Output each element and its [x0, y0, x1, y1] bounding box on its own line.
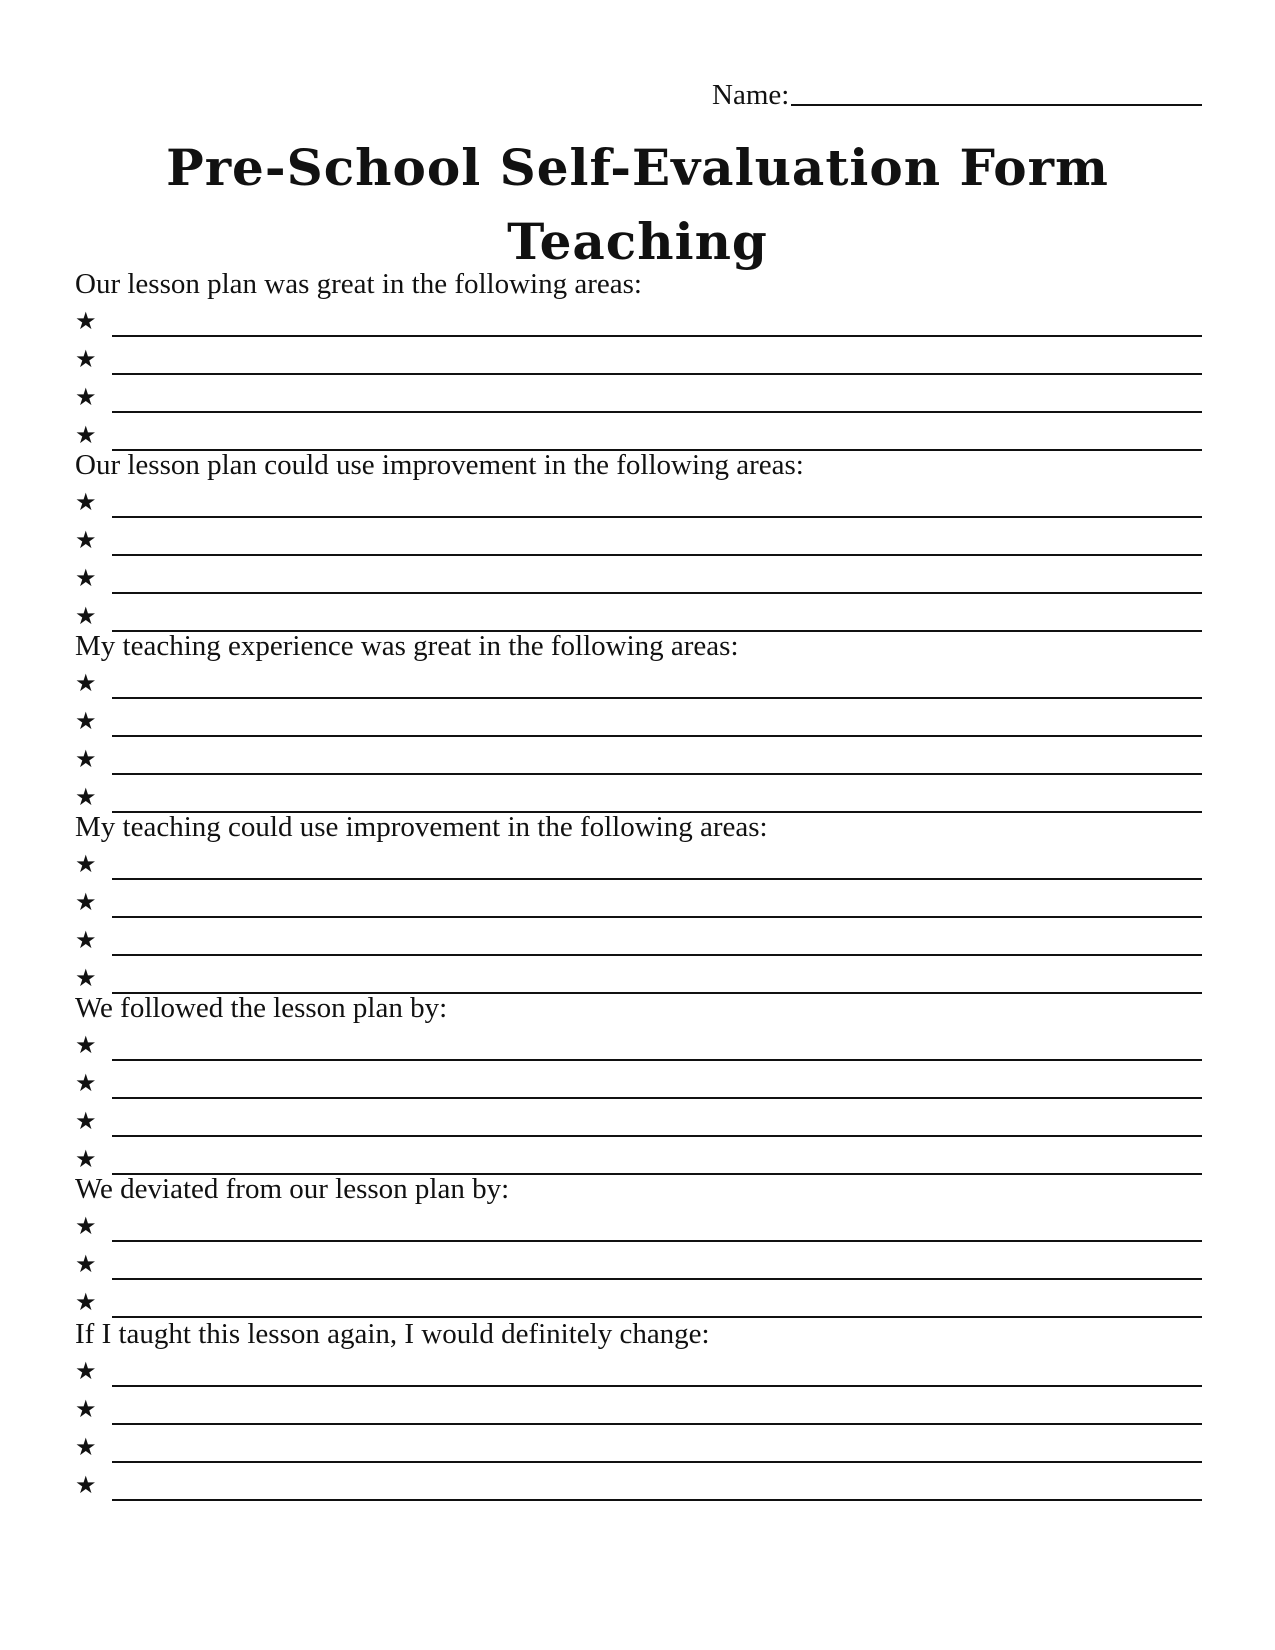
answer-line-row — [75, 1102, 1202, 1140]
answer-line-row — [75, 1026, 1202, 1064]
star-icon: ★ — [75, 1069, 97, 1097]
answer-line-row — [75, 521, 1202, 559]
answer-entry-line[interactable] — [112, 773, 1202, 775]
form-section — [75, 447, 1202, 635]
answer-entry-line[interactable] — [112, 1059, 1202, 1061]
answer-entry-line[interactable] — [112, 592, 1202, 594]
answer-entry-line[interactable] — [112, 1278, 1202, 1280]
answer-entry-line[interactable] — [112, 1135, 1202, 1137]
answer-line-row — [75, 664, 1202, 702]
answer-line-row — [75, 1207, 1202, 1245]
star-icon: ★ — [75, 1031, 97, 1059]
star-icon: ★ — [75, 850, 97, 878]
form-section — [75, 809, 1202, 997]
answer-line-row — [75, 378, 1202, 416]
section-heading: If I taught this lesson again, I would definitely change: — [75, 1318, 710, 1350]
name-label: Name: — [712, 79, 790, 111]
answer-entry-line[interactable] — [112, 554, 1202, 556]
star-icon: ★ — [75, 1250, 97, 1278]
answer-line-row — [75, 1466, 1202, 1504]
answer-line-row — [75, 1352, 1202, 1390]
star-icon: ★ — [75, 926, 97, 954]
star-icon: ★ — [75, 1433, 97, 1461]
section-heading: We deviated from our lesson plan by: — [75, 1173, 510, 1205]
answer-entry-line[interactable] — [112, 1461, 1202, 1463]
answer-line-row — [75, 559, 1202, 597]
star-icon: ★ — [75, 488, 97, 516]
star-icon: ★ — [75, 1145, 97, 1173]
form-title: Pre-School Self-Evaluation Form — [166, 138, 1109, 197]
answer-entry-line[interactable] — [112, 878, 1202, 880]
answer-entry-line[interactable] — [112, 335, 1202, 337]
section-heading: Our lesson plan was great in the following areas: — [75, 268, 642, 300]
answer-entry-line[interactable] — [112, 1240, 1202, 1242]
star-icon: ★ — [75, 526, 97, 554]
answer-entry-line[interactable] — [112, 411, 1202, 413]
form-section — [75, 1171, 1202, 1321]
answer-line-row — [75, 1064, 1202, 1102]
answer-line-row — [75, 702, 1202, 740]
star-icon: ★ — [75, 707, 97, 735]
star-icon: ★ — [75, 783, 97, 811]
answer-line-row — [75, 883, 1202, 921]
star-icon: ★ — [75, 602, 97, 630]
form-section — [75, 266, 1202, 454]
answer-line-row — [75, 1390, 1202, 1428]
star-icon: ★ — [75, 564, 97, 592]
star-icon: ★ — [75, 1357, 97, 1385]
star-icon: ★ — [75, 1107, 97, 1135]
star-icon: ★ — [75, 745, 97, 773]
answer-entry-line[interactable] — [112, 1097, 1202, 1099]
star-icon: ★ — [75, 964, 97, 992]
star-icon: ★ — [75, 383, 97, 411]
form-section — [75, 1316, 1202, 1504]
answer-line-row — [75, 340, 1202, 378]
answer-entry-line[interactable] — [112, 1423, 1202, 1425]
star-icon: ★ — [75, 1471, 97, 1499]
answer-entry-line[interactable] — [112, 735, 1202, 737]
answer-line-row — [75, 921, 1202, 959]
star-icon: ★ — [75, 1212, 97, 1240]
star-icon: ★ — [75, 421, 97, 449]
star-icon: ★ — [75, 888, 97, 916]
answer-entry-line[interactable] — [112, 1499, 1202, 1501]
answer-entry-line[interactable] — [112, 516, 1202, 518]
section-heading: We followed the lesson plan by: — [75, 992, 448, 1024]
section-heading: My teaching experience was great in the following areas: — [75, 630, 739, 662]
form-section — [75, 628, 1202, 816]
answer-entry-line[interactable] — [112, 1385, 1202, 1387]
section-heading: My teaching could use improvement in the following areas: — [75, 811, 768, 843]
answer-entry-line[interactable] — [112, 373, 1202, 375]
answer-line-row — [75, 740, 1202, 778]
form-section — [75, 990, 1202, 1178]
name-field-row — [712, 72, 1202, 112]
star-icon: ★ — [75, 307, 97, 335]
answer-line-row — [75, 302, 1202, 340]
star-icon: ★ — [75, 345, 97, 373]
star-icon: ★ — [75, 1288, 97, 1316]
answer-line-row — [75, 1428, 1202, 1466]
name-entry-line[interactable] — [791, 104, 1202, 106]
star-icon: ★ — [75, 1395, 97, 1423]
star-icon: ★ — [75, 669, 97, 697]
answer-line-row — [75, 483, 1202, 521]
answer-entry-line[interactable] — [112, 697, 1202, 699]
answer-line-row — [75, 845, 1202, 883]
answer-line-row — [75, 1245, 1202, 1283]
form-subtitle: Teaching — [507, 212, 768, 271]
answer-entry-line[interactable] — [112, 954, 1202, 956]
section-heading: Our lesson plan could use improvement in the following areas: — [75, 449, 804, 481]
answer-entry-line[interactable] — [112, 916, 1202, 918]
